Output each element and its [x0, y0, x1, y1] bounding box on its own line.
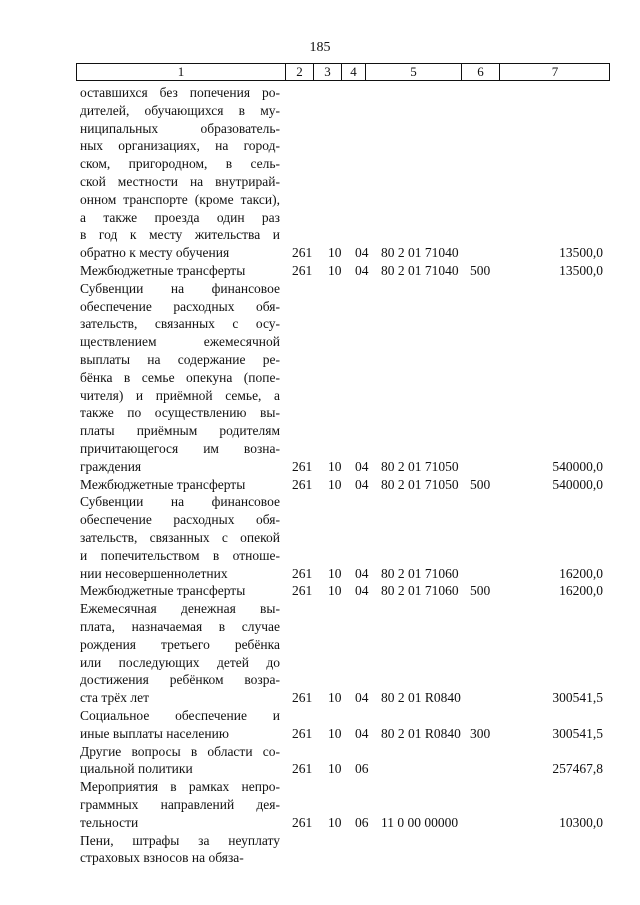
description-line: выплаты на содержание ре- [80, 351, 280, 367]
description-line: причитающегося им возна- [80, 440, 280, 456]
cell-col-3: 10 [328, 458, 342, 474]
cell-col-5: 11 0 00 00000 [381, 814, 459, 830]
description-line: онном транспорте (кроме такси), [80, 191, 280, 207]
description-line: Мероприятия в рамках непро- [80, 779, 280, 795]
row-description [80, 743, 280, 779]
cell-col-5: 80 2 01 71050 [381, 476, 459, 492]
row-description [80, 493, 280, 582]
header-col-7: 7 [499, 64, 610, 80]
cell-col-2: 261 [292, 458, 313, 474]
description-line: обеспечение расходных обя- [80, 298, 280, 314]
description-line: ниципальных образователь- [80, 120, 280, 136]
cell-col-6: 500 [470, 263, 491, 278]
description-line: и попечительством в отноше- [80, 547, 280, 563]
row-description [80, 280, 280, 476]
description-line: Межбюджетные трансферты [80, 583, 246, 599]
cell-col-2: 261 [292, 690, 313, 706]
cell-col-2: 261 [292, 725, 313, 741]
cell-col-5: 80 2 01 71060 [381, 565, 459, 581]
row-description [80, 262, 280, 280]
cell-col-7: 10300,0 [559, 814, 603, 830]
description-line: чителя) и приёмной семье, а [80, 387, 280, 403]
description-line: граждения [80, 458, 142, 474]
cell-col-4: 04 [355, 245, 369, 261]
row-description [80, 832, 280, 868]
cell-col-3: 10 [328, 565, 342, 581]
header-col-6: 6 [461, 64, 499, 80]
cell-col-4: 04 [355, 565, 369, 581]
description-line: рождения третьего ребёнка [80, 636, 280, 652]
description-line: тельности [80, 814, 139, 830]
cell-col-4: 04 [355, 583, 369, 599]
description-line: или последующих детей до [80, 654, 280, 670]
page-number: 185 [309, 40, 331, 55]
cell-col-4: 04 [355, 476, 369, 492]
description-line: бёнка в семье опекуна (попе- [80, 369, 280, 385]
cell-col-7: 13500,0 [559, 245, 603, 261]
header-col-5: 5 [365, 64, 461, 80]
row-description [80, 582, 280, 600]
cell-col-2: 261 [292, 761, 313, 777]
cell-col-3: 10 [328, 245, 342, 261]
row-description [80, 600, 280, 707]
cell-col-6: 300 [470, 725, 491, 741]
header-col-3: 3 [313, 64, 341, 80]
cell-col-5: 80 2 01 R0840 [381, 725, 461, 741]
cell-col-5: 80 2 01 71050 [381, 458, 459, 474]
table-header [76, 63, 610, 81]
description-line: платы приёмным родителям [80, 423, 280, 439]
description-line: также по осуществлению вы- [80, 405, 280, 421]
cell-col-5: 80 2 01 71060 [381, 583, 459, 599]
description-line: зательств, связанных с опекой [80, 529, 280, 545]
description-line: ском, пригородном, в сель- [80, 156, 280, 172]
cell-col-6: 500 [470, 583, 491, 599]
cell-col-2: 261 [292, 814, 313, 830]
cell-col-4: 04 [355, 263, 369, 278]
cell-col-6: 500 [470, 476, 491, 492]
cell-col-5: 80 2 01 71040 [381, 263, 459, 278]
description-line: ществлением ежемесячной [80, 334, 280, 350]
cell-col-2: 261 [292, 263, 313, 278]
description-line: Межбюджетные трансферты [80, 263, 246, 278]
row-description [80, 84, 280, 262]
header-col-1: 1 [177, 64, 185, 79]
description-line: зательств, связанных с осу- [80, 316, 280, 332]
description-line: ской местности на внутрирай- [80, 173, 280, 189]
cell-col-7: 300541,5 [552, 690, 603, 706]
row-description [80, 707, 280, 743]
description-line: граммных направлений дея- [80, 796, 280, 812]
cell-col-4: 04 [355, 690, 369, 706]
cell-col-7: 257467,8 [552, 761, 603, 777]
cell-col-2: 261 [292, 245, 313, 261]
description-line: Другие вопросы в области со- [80, 743, 280, 759]
description-line: иные выплаты населению [80, 725, 229, 741]
cell-col-4: 04 [355, 458, 369, 474]
description-line: ных организациях, на город- [80, 138, 280, 154]
description-line: циальной политики [80, 761, 193, 777]
cell-col-5: 80 2 01 R0840 [381, 690, 461, 706]
description-line: Социальное обеспечение и [80, 708, 280, 723]
description-line: оставшихся без попечения ро- [80, 85, 280, 100]
cell-col-7: 540000,0 [552, 476, 603, 492]
cell-col-3: 10 [328, 725, 342, 741]
cell-col-7: 300541,5 [552, 725, 603, 741]
cell-col-3: 10 [328, 690, 342, 706]
header-col-4: 4 [341, 64, 365, 80]
description-line: Пени, штрафы за неуплату [80, 832, 280, 848]
description-line: Субвенции на финансовое [80, 280, 280, 296]
cell-col-4: 06 [355, 814, 369, 830]
description-line: достижения ребёнком возра- [80, 672, 280, 688]
cell-col-2: 261 [292, 583, 313, 599]
cell-col-7: 13500,0 [559, 263, 603, 278]
description-line: Межбюджетные трансферты [80, 476, 246, 492]
description-line: дителей, обучающихся в му- [80, 102, 280, 118]
description-line: страховых взносов на обяза- [80, 850, 244, 866]
header-col-2: 2 [285, 64, 313, 80]
description-line: нии несовершеннолетних [80, 565, 228, 581]
cell-col-5: 80 2 01 71040 [381, 245, 459, 261]
cell-col-3: 10 [328, 761, 342, 777]
cell-col-4: 04 [355, 725, 369, 741]
cell-col-7: 16200,0 [559, 583, 603, 599]
description-line: а также проезда один раз [80, 209, 280, 225]
description-line: ста трёх лет [80, 690, 149, 706]
row-description [80, 476, 280, 494]
description-line: в год к месту жительства и [80, 227, 280, 243]
description-line: обеспечение расходных обя- [80, 512, 280, 528]
description-line: Ежемесячная денежная вы- [80, 601, 280, 617]
cell-col-3: 10 [328, 814, 342, 830]
cell-col-7: 540000,0 [552, 458, 603, 474]
cell-col-4: 06 [355, 761, 369, 777]
cell-col-2: 261 [292, 476, 313, 492]
cell-col-2: 261 [292, 565, 313, 581]
cell-col-3: 10 [328, 476, 342, 492]
cell-col-3: 10 [328, 263, 342, 278]
description-line: обратно к месту обучения [80, 245, 230, 261]
description-line: Субвенции на финансовое [80, 494, 280, 510]
row-description [80, 778, 280, 831]
description-line: плата, назначаемая в случае [80, 618, 280, 634]
cell-col-3: 10 [328, 583, 342, 599]
cell-col-7: 16200,0 [559, 565, 603, 581]
